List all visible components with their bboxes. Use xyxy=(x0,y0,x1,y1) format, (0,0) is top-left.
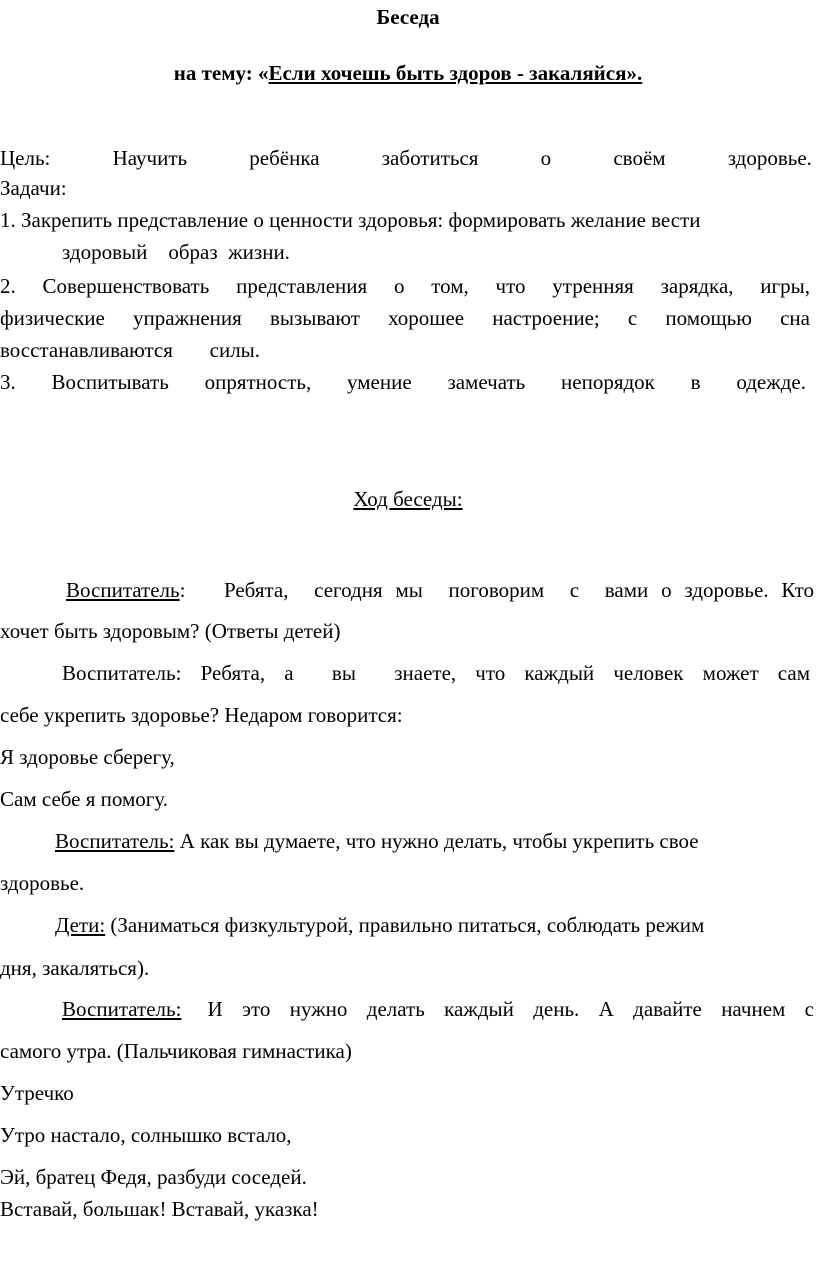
speaker-colon: : xyxy=(179,578,186,602)
paragraph-3-line-1 xyxy=(55,829,699,853)
task-2-line-1: 2. Совершенствовать представления о том, что утренняя зарядка, игры, xyxy=(0,274,810,298)
speaker-label: Воспитатель: xyxy=(62,997,182,1021)
paragraph-1-line-2: хочет быть здоровым? (Ответы детей) xyxy=(0,619,341,643)
goal-word: Научить xyxy=(112,146,188,170)
task-2-line-2: физические упражнения вызывают хорошее настроение; с помощью сна xyxy=(0,306,810,330)
paragraph-5-text: И это нужно делать каждый день. А давайте начнем с xyxy=(207,997,814,1021)
goal-word: ребёнка xyxy=(249,146,320,170)
poem-1-line-2: Сам себе я помогу. xyxy=(0,787,169,811)
paragraph-1-line-1 xyxy=(66,578,814,602)
task-2-line-3: восстанавливаются силы. xyxy=(0,338,261,362)
poem-2-line-3: Вставай, большак! Вставай, указка! xyxy=(0,1197,319,1221)
goal-word: своём xyxy=(613,146,666,170)
subtitle-topic: Если хочешь быть здоров - закаляйся». xyxy=(268,61,643,85)
poem-1-line-1: Я здоровье сберегу, xyxy=(0,745,175,769)
goal-word: здоровье. xyxy=(727,146,812,170)
goal-line xyxy=(0,146,812,170)
poem-2-title: Утречко xyxy=(0,1081,74,1105)
paragraph-3-text: А как вы думаете, что нужно делать, чтобы укрепить свое xyxy=(174,829,699,853)
paragraph-4-line-2: дня, закаляться). xyxy=(0,956,150,980)
progress-heading: Ход беседы: xyxy=(353,487,463,511)
poem-2-line-2: Эй, братец Федя, разбуди соседей. xyxy=(0,1165,307,1189)
subtitle-prefix: на тему: « xyxy=(173,61,269,85)
task-1-line-1: 1. Закрепить представление о ценности здоровья: формировать желание вести xyxy=(0,208,701,232)
goal-word: о xyxy=(540,146,552,170)
tasks-label: Задачи: xyxy=(0,176,67,200)
paragraph-4-text: (Заниматься физкультурой, правильно питаться, соблюдать режим xyxy=(105,913,705,937)
speaker-label: Воспитатель: xyxy=(55,829,175,853)
task-1-line-2: здоровый образ жизни. xyxy=(62,240,290,264)
document-subtitle xyxy=(0,61,816,85)
poem-2-line-1: Утро настало, солнышко встало, xyxy=(0,1123,292,1147)
paragraph-5-line-1 xyxy=(62,997,814,1021)
goal-label: Цель: xyxy=(0,146,51,170)
paragraph-4-line-1 xyxy=(55,913,704,937)
document-title: Беседа xyxy=(376,5,440,29)
speaker-label: Дети: xyxy=(55,913,106,937)
task-3-line: 3. Воспитывать опрятность, умение замечать непорядок в одежде. xyxy=(0,370,806,394)
paragraph-2-line-2: себе укрепить здоровье? Недаром говорится: xyxy=(0,703,403,727)
goal-word: заботиться xyxy=(381,146,479,170)
speaker-label: Воспитатель xyxy=(66,578,180,602)
paragraph-5-line-2: самого утра. (Пальчиковая гимнастика) xyxy=(0,1039,352,1063)
paragraph-1-text: Ребята, сегодня мы поговорим с вами о здоровье. Кто xyxy=(223,578,815,602)
paragraph-2-line-1: Воспитатель: Ребята, а вы знаете, что каждый человек может сам xyxy=(62,661,810,685)
paragraph-3-line-2: здоровье. xyxy=(0,871,85,895)
